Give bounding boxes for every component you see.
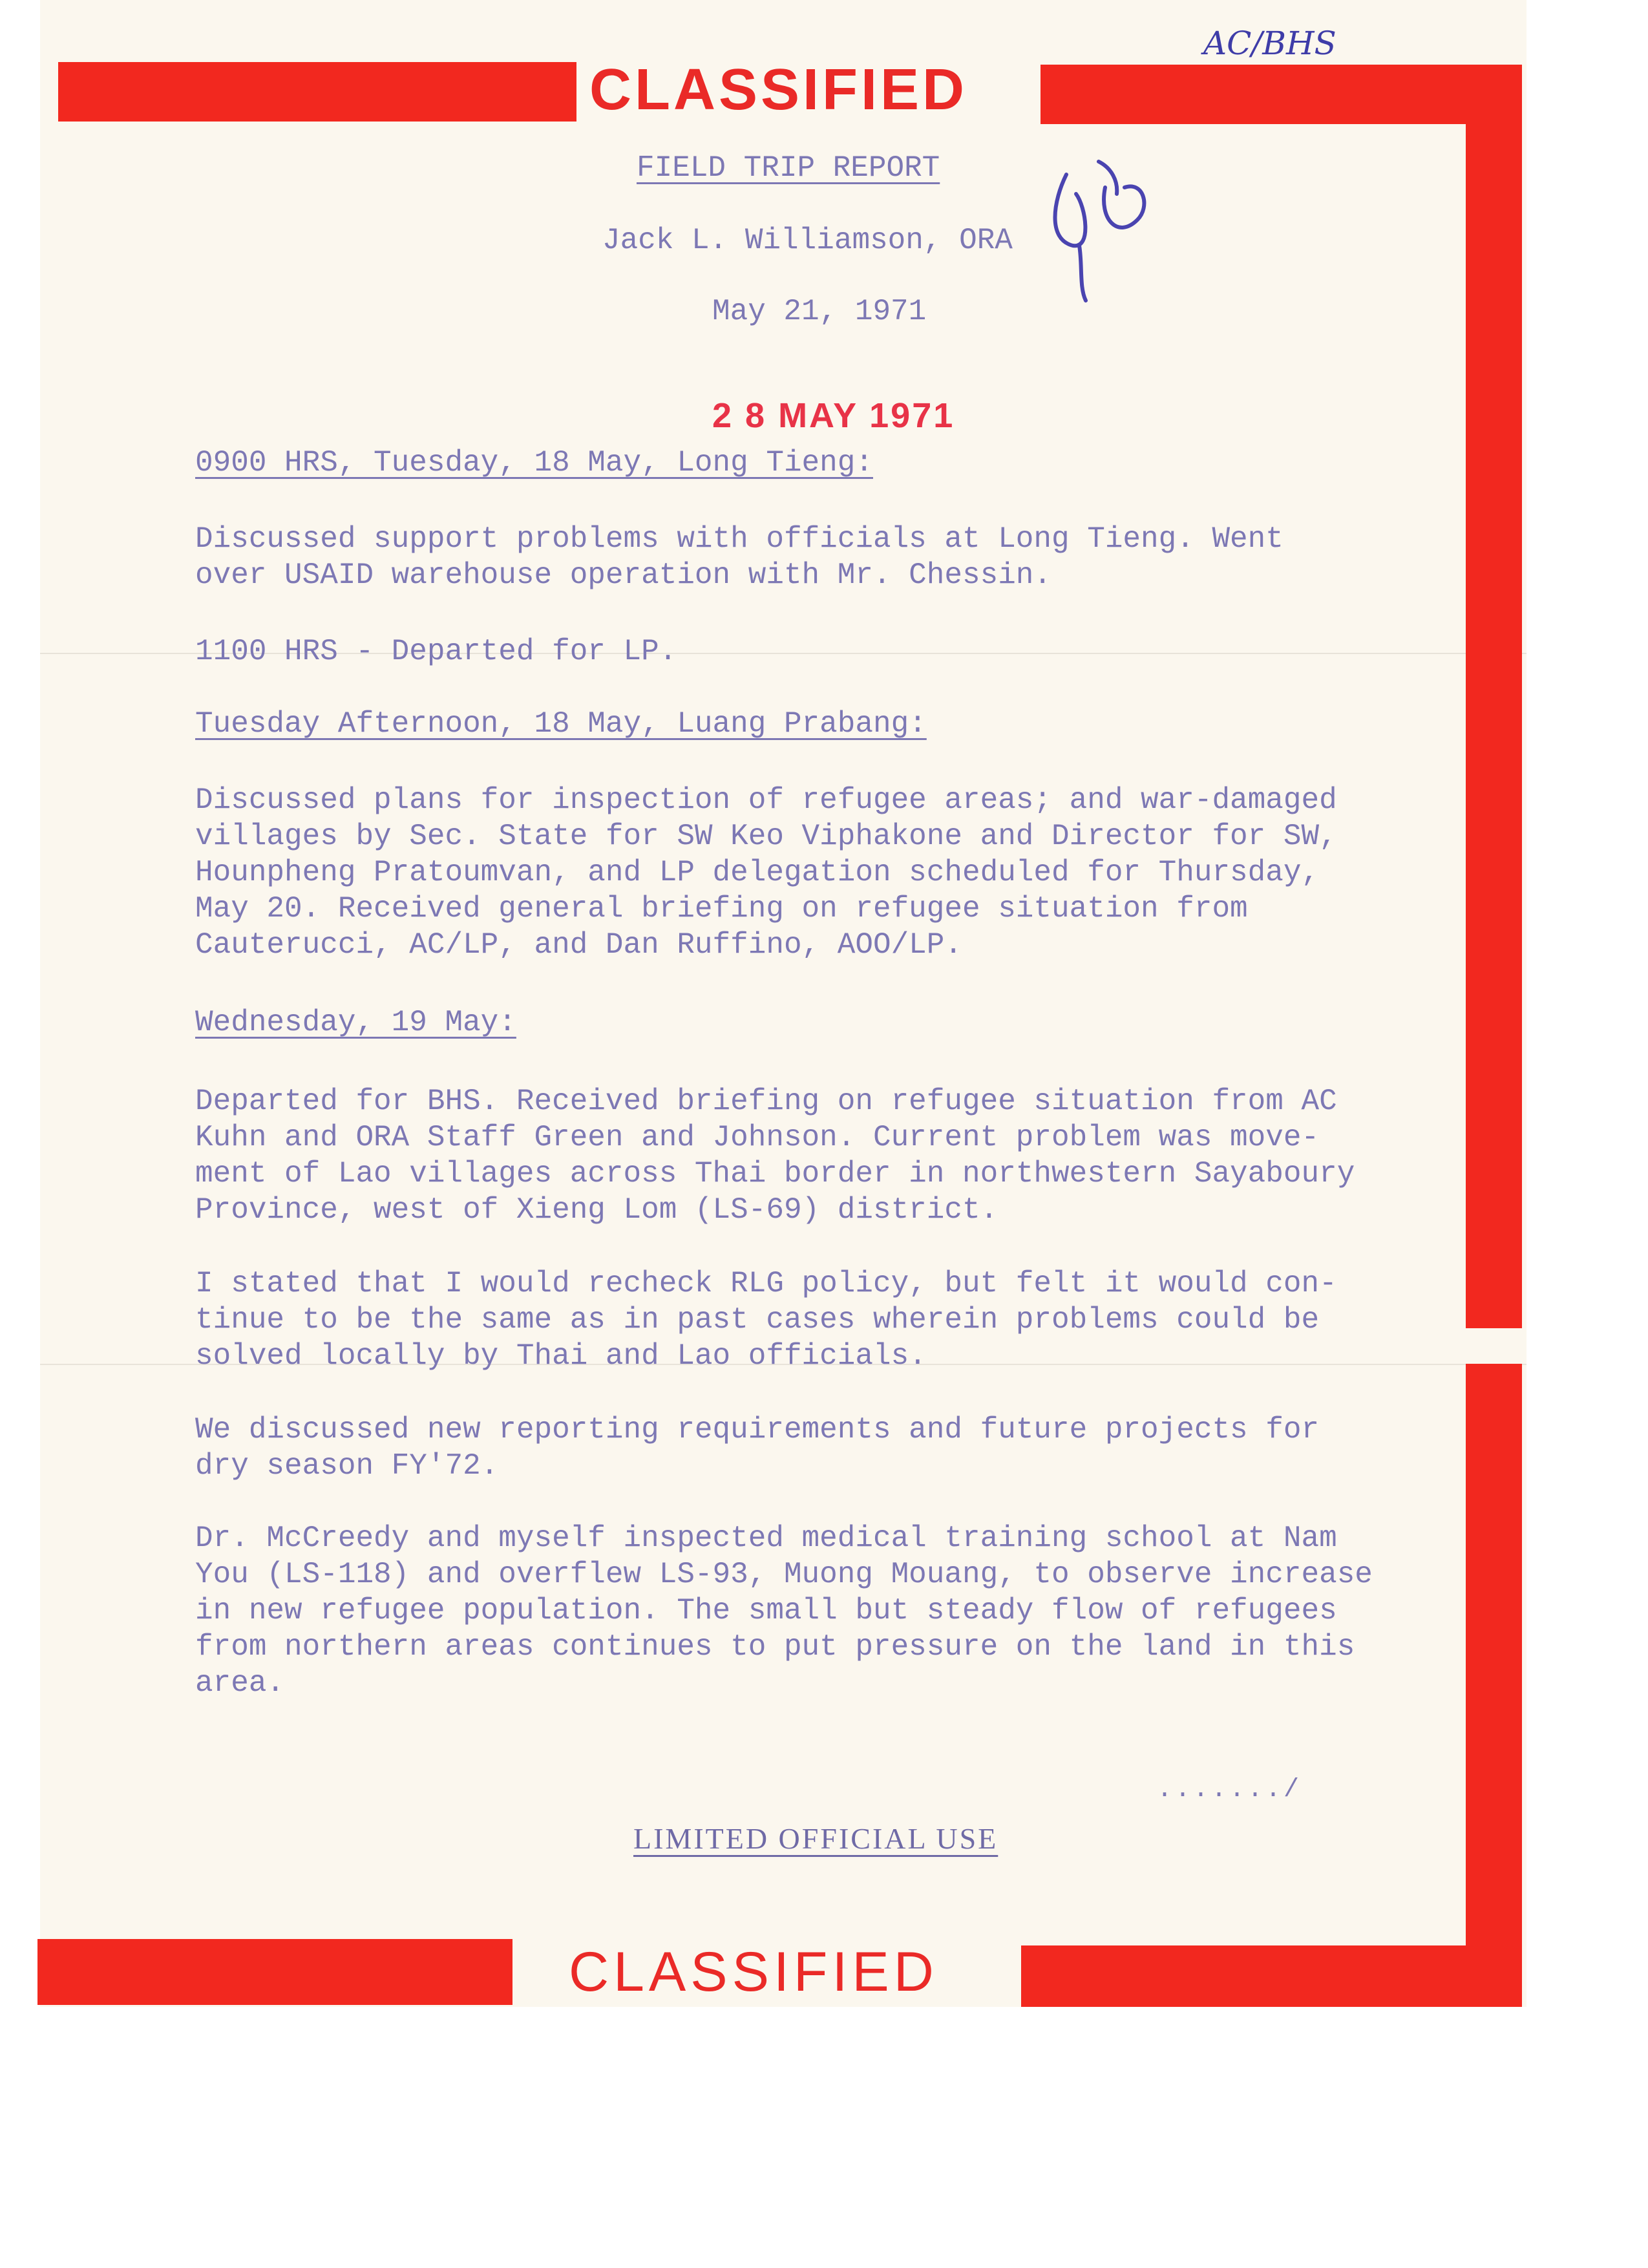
limited-official-use-label: LIMITED OFFICIAL USE bbox=[633, 1822, 998, 1855]
paragraph-line: Hounpheng Pratoumvan, and LP delegation scheduled for Thursday, bbox=[195, 856, 1320, 889]
paragraph-line: Discussed plans for inspection of refugee areas; and war-damaged bbox=[195, 783, 1337, 817]
classified-band-top-left bbox=[58, 62, 576, 122]
paragraph-line: 1100 HRS - Departed for LP. bbox=[195, 635, 677, 668]
classified-band-bottom-left bbox=[37, 1939, 512, 2005]
continuation-mark: ......./ bbox=[1157, 1775, 1302, 1805]
paragraph-line: You (LS-118) and overflew LS-93, Muong Mouang, to observe increase bbox=[195, 1558, 1373, 1591]
paragraph-line: ment of Lao villages across Thai border in northwestern Sayaboury bbox=[195, 1157, 1355, 1191]
classified-band-right-upper bbox=[1466, 65, 1522, 1328]
paragraph-line: villages by Sec. State for SW Keo Viphakone and Director for SW, bbox=[195, 820, 1337, 853]
paragraph-line: in new refugee population. The small but steady flow of refugees bbox=[195, 1594, 1337, 1627]
classified-band-bottom-right bbox=[1021, 1945, 1522, 2007]
paragraph-line: We discussed new reporting requirements and future projects for bbox=[195, 1413, 1320, 1447]
received-date-stamp: 2 8 MAY 1971 bbox=[712, 396, 955, 435]
report-title: FIELD TRIP REPORT bbox=[637, 151, 940, 185]
classified-top-label: CLASSIFIED bbox=[589, 58, 968, 122]
paragraph-line: Departed for BHS. Received briefing on refugee situation from AC bbox=[195, 1085, 1337, 1118]
paragraph-line: solved locally by Thai and Lao officials. bbox=[195, 1339, 927, 1373]
handwritten-routing: AC/BHS bbox=[1203, 25, 1336, 62]
paragraph-line: from northern areas continues to put pressure on the land in this bbox=[195, 1630, 1355, 1664]
section-heading-luang-prabang: Tuesday Afternoon, 18 May, Luang Prabang: bbox=[195, 707, 927, 741]
paragraph-line: dry season FY'72. bbox=[195, 1449, 499, 1483]
classified-band-top-right bbox=[1041, 65, 1522, 124]
paragraph-line: area. bbox=[195, 1666, 285, 1700]
section-heading-wednesday: Wednesday, 19 May: bbox=[195, 1006, 516, 1039]
paragraph-line: Kuhn and ORA Staff Green and Johnson. Current problem was move- bbox=[195, 1121, 1320, 1154]
classified-band-right-lower bbox=[1466, 1364, 1522, 2007]
classified-bottom-label: CLASSIFIED bbox=[569, 1941, 938, 2003]
initials-signature bbox=[1041, 149, 1157, 304]
paragraph-line: I stated that I would recheck RLG policy, but felt it would con- bbox=[195, 1267, 1337, 1300]
paragraph-line: Cauterucci, AC/LP, and Dan Ruffino, AOO/LP. bbox=[195, 928, 962, 962]
paragraph-line: over USAID warehouse operation with Mr. Chessin. bbox=[195, 558, 1052, 592]
report-date: May 21, 1971 bbox=[712, 295, 927, 328]
section-heading-long-tieng: 0900 HRS, Tuesday, 18 May, Long Tieng: bbox=[195, 446, 873, 480]
paragraph-line: Dr. McCreedy and myself inspected medical training school at Nam bbox=[195, 1521, 1337, 1555]
paragraph-line: Province, west of Xieng Lom (LS-69) district. bbox=[195, 1193, 998, 1227]
report-author: Jack L. Williamson, ORA bbox=[602, 224, 1013, 257]
paragraph-line: tinue to be the same as in past cases wherein problems could be bbox=[195, 1303, 1320, 1337]
paragraph-line: May 20. Received general briefing on refugee situation from bbox=[195, 892, 1248, 926]
paragraph-line: Discussed support problems with officials at Long Tieng. Went bbox=[195, 522, 1284, 556]
